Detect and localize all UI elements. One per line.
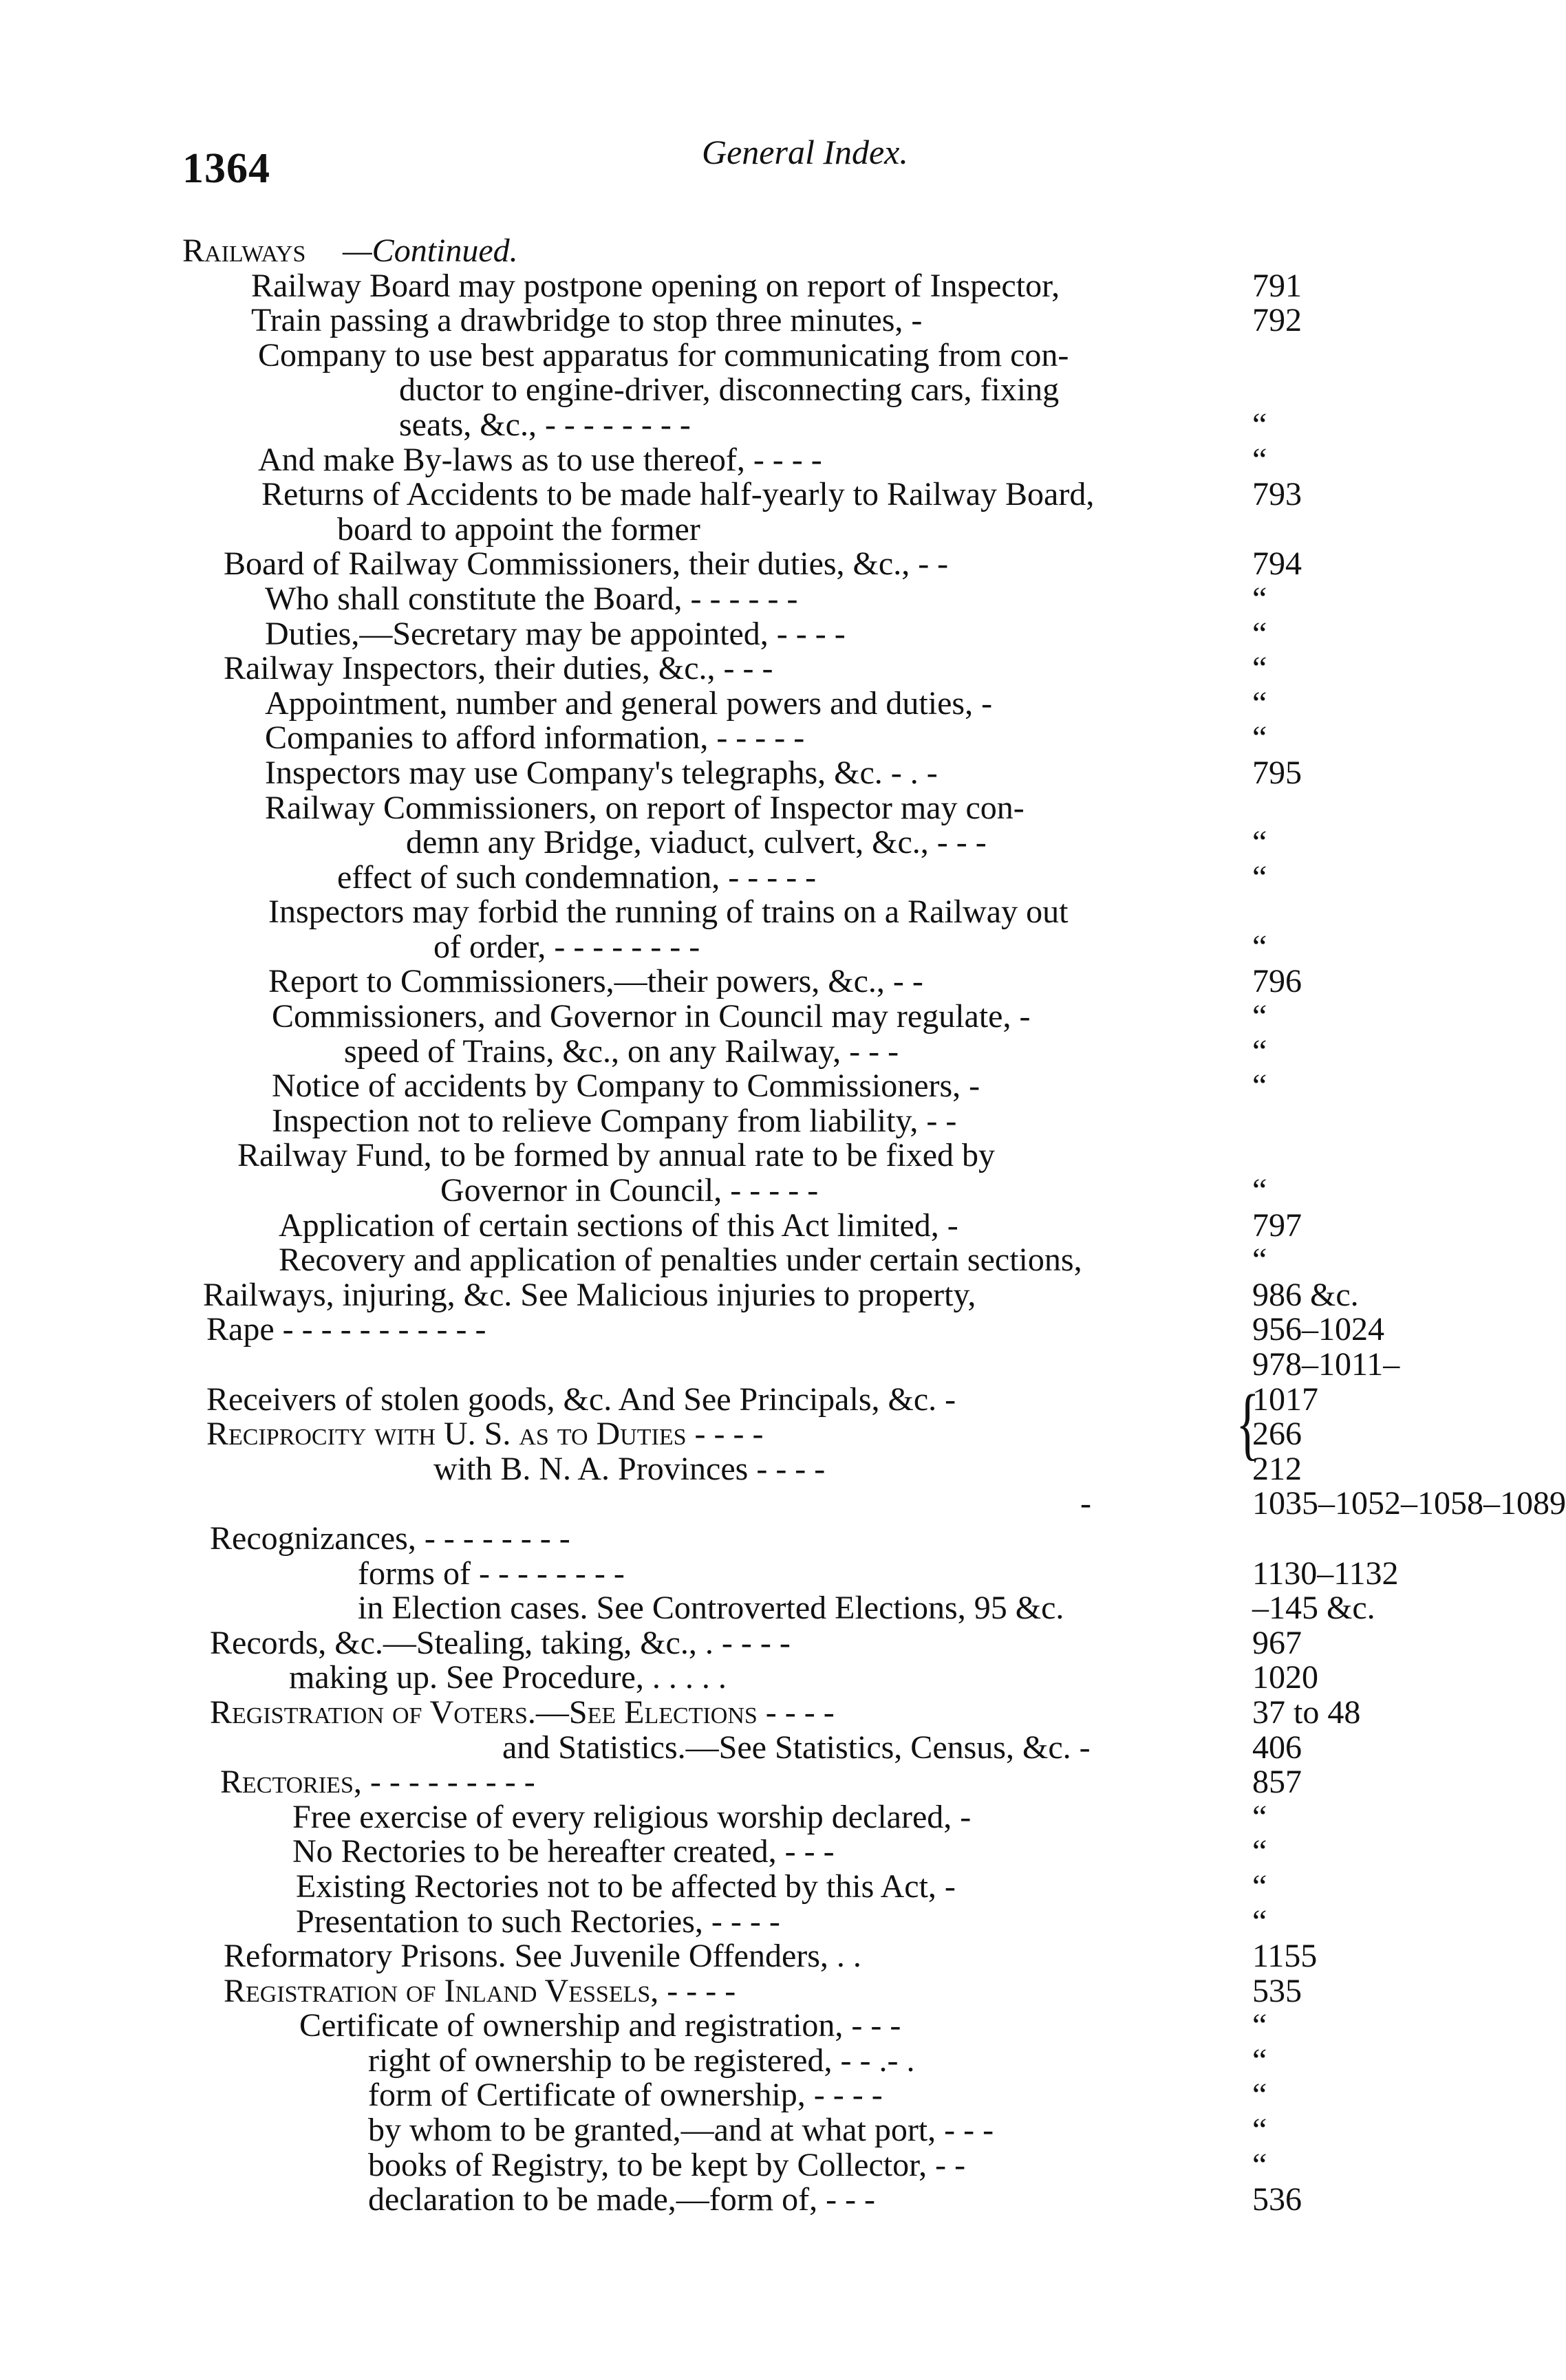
index-line — [0, 651, 1484, 686]
section-heading — [0, 234, 1484, 269]
index-line-text: by whom to be granted,—and at what port, - - - — [368, 2112, 994, 2149]
index-line-page-ref: “ — [1252, 858, 1267, 896]
index-line — [0, 547, 1484, 582]
index-line-page-ref: “ — [1252, 1798, 1267, 1835]
index-line-page-ref: 986 &c. — [1252, 1276, 1359, 1313]
index-line-page-ref: 978–1011– — [1252, 1346, 1400, 1383]
index-line-page-ref: 535 — [1252, 1972, 1302, 2009]
index-line-text: Registration of Voters.—See Elections - - - - — [210, 1694, 835, 1731]
index-line-text: Rectories, - - - - - - - - - — [220, 1764, 535, 1801]
index-line — [0, 303, 1484, 338]
index-line-text: Railway Fund, to be formed by annual rate to be fixed by — [237, 1137, 996, 1174]
index-line — [0, 1104, 1484, 1139]
index-line-text: form of Certificate of ownership, - - - - — [368, 2077, 883, 2114]
index-line-text: Recovery and application of penalties under certain sections, — [279, 1242, 1082, 1279]
index-line — [0, 686, 1484, 722]
index-line-page-ref: 797 — [1252, 1207, 1302, 1244]
index-line-text: and Statistics.—See Statistics, Census, &c. - — [502, 1729, 1091, 1766]
index-line — [0, 582, 1484, 617]
index-line-text: books of Registry, to be kept by Collector, - - — [368, 2146, 966, 2183]
index-line — [0, 1974, 1484, 2009]
index-line — [0, 2078, 1484, 2113]
index-line-text: And make By-laws as to use thereof, - - - - — [258, 441, 822, 478]
index-line-page-ref: “ — [1252, 720, 1267, 757]
grouping-brace: { — [1236, 1378, 1260, 1468]
index-line-page-ref: 1035–1052–1058–1089 — [1252, 1485, 1566, 1522]
index-line — [0, 1939, 1484, 1974]
index-line-page-ref: 1130–1132 — [1252, 1555, 1399, 1592]
index-line-text: Records, &c.—Stealing, taking, &c., . - - - - — [210, 1624, 791, 1661]
index-line — [0, 964, 1484, 999]
index-line-page-ref: “ — [1252, 650, 1267, 687]
index-line-text: Recognizances, - - - - - - - - — [210, 1519, 570, 1557]
index-line-page-ref: 796 — [1252, 963, 1302, 1000]
index-line — [0, 858, 1484, 896]
index-line-text: making up. See Procedure, . . . . . — [289, 1659, 727, 1696]
index-line — [0, 1870, 1484, 1905]
index-line-page-ref: “ — [1252, 1032, 1267, 1070]
index-entries — [0, 232, 1566, 2218]
index-line — [0, 1383, 1484, 1418]
index-line — [0, 1278, 1484, 1313]
index-line-page-ref: “ — [1252, 2042, 1267, 2079]
index-line-text: - — [1080, 1485, 1091, 1522]
index-line-text: Returns of Accidents to be made half-yearly to Railway Board, — [261, 476, 1095, 513]
index-line — [0, 1626, 1484, 1661]
index-line-page-ref: “ — [1252, 928, 1267, 965]
index-line — [0, 373, 1484, 408]
index-line-text: Certificate of ownership and registration, - - - — [299, 2007, 901, 2044]
index-line-page-ref: “ — [1252, 441, 1267, 478]
index-line — [0, 1312, 1484, 1348]
index-line-text: Existing Rectories not to be affected by this Act, - — [296, 1868, 956, 1905]
index-line-page-ref: 967 — [1252, 1624, 1302, 1661]
page-number: 1364 — [182, 145, 270, 192]
index-line-page-ref: “ — [1252, 1172, 1267, 1209]
index-line-text: Duties,—Secretary may be appointed, - - - - — [265, 615, 846, 652]
index-line — [0, 1591, 1484, 1626]
index-line-page-ref: 795 — [1252, 754, 1302, 791]
index-line-page-ref: “ — [1252, 1833, 1267, 1870]
index-line-text: Reciprocity with U. S. as to Duties - - - - — [206, 1416, 764, 1453]
index-line-text: Appointment, number and general powers and duties, - — [265, 684, 993, 722]
index-line-page-ref: “ — [1252, 406, 1267, 443]
index-line — [0, 1417, 1484, 1452]
index-line-text: Rape - - - - - - - - - - - — [206, 1311, 486, 1348]
index-line — [0, 1032, 1484, 1070]
section-heading-continued: —Continued. — [343, 232, 518, 269]
index-line-page-ref: “ — [1252, 998, 1267, 1035]
index-line-page-ref: “ — [1252, 580, 1267, 617]
index-line-text: Application of certain sections of this Act limited, - — [279, 1207, 958, 1244]
index-line-page-ref: “ — [1252, 615, 1267, 652]
index-line-page-ref: –145 &c. — [1252, 1590, 1375, 1627]
index-line-text: Registration of Inland Vessels, - - - - — [224, 1972, 736, 2009]
index-line-text: Who shall constitute the Board, - - - - - - — [265, 580, 798, 617]
index-line — [0, 443, 1484, 478]
index-line — [0, 1905, 1484, 1940]
index-line — [0, 2009, 1484, 2044]
index-line-text: board to appoint the former — [337, 510, 700, 548]
index-line — [0, 1243, 1484, 1278]
index-line-page-ref: “ — [1252, 2007, 1267, 2044]
index-line-text: Notice of accidents by Company to Commissioners, - — [272, 1068, 980, 1105]
index-line-text: Receivers of stolen goods, &c. And See Principals, &c. - — [206, 1381, 956, 1418]
index-line-page-ref: “ — [1252, 2112, 1267, 2149]
index-line-text: Inspectors may forbid the running of trains on a Railway out — [268, 894, 1069, 931]
index-line-page-ref: 857 — [1252, 1764, 1302, 1801]
index-line — [0, 1835, 1484, 1870]
index-line-text: of order, - - - - - - - - — [433, 928, 700, 965]
index-line-text: with B. N. A. Provinces - - - - — [433, 1450, 826, 1487]
index-line — [0, 2044, 1484, 2079]
index-line — [0, 1138, 1484, 1173]
index-line-page-ref: 266 — [1252, 1416, 1302, 1453]
index-line — [0, 721, 1484, 756]
index-line-text: Railways, injuring, &c. See Malicious injuries to property, — [203, 1276, 976, 1313]
index-line — [0, 269, 1484, 304]
index-line-text: Companies to afford information, - - - - - — [265, 720, 805, 757]
index-line — [0, 2183, 1484, 2218]
index-line-text: declaration to be made,—form of, - - - — [368, 2181, 876, 2218]
index-line-page-ref: 792 — [1252, 302, 1302, 339]
index-line-text: Train passing a drawbridge to stop three minutes, - — [251, 302, 923, 339]
index-line-text: Report to Commissioners,—their powers, &c., - - — [268, 963, 923, 1000]
running-head: General Index. — [702, 133, 908, 171]
index-line-page-ref: 1017 — [1252, 1381, 1318, 1418]
index-line-text: Railway Inspectors, their duties, &c., - - - — [224, 650, 773, 687]
index-line — [0, 930, 1484, 965]
index-line — [0, 512, 1484, 548]
index-line-text: Presentation to such Rectories, - - - - — [296, 1903, 780, 1940]
index-line-page-ref: “ — [1252, 1068, 1267, 1105]
index-line — [0, 2148, 1484, 2183]
index-line-page-ref: “ — [1252, 684, 1267, 722]
index-line — [0, 1519, 1484, 1557]
index-line-text: Board of Railway Commissioners, their duties, &c., - - — [224, 545, 949, 583]
index-line-page-ref: “ — [1252, 2077, 1267, 2114]
index-lines — [0, 267, 1566, 2218]
index-line — [0, 1696, 1484, 1731]
index-line-text: ductor to engine-driver, disconnecting cars, fixing — [399, 371, 1060, 409]
index-line — [0, 338, 1484, 374]
index-line — [0, 1485, 1566, 1522]
index-line-page-ref: “ — [1252, 824, 1267, 861]
index-line-text: Reformatory Prisons. See Juvenile Offenders, . . — [224, 1938, 861, 1975]
index-line — [0, 1173, 1484, 1209]
index-line — [0, 756, 1484, 791]
index-line-text: in Election cases. See Controverted Elections, 95 &c. — [358, 1590, 1064, 1627]
index-line — [0, 1452, 1484, 1487]
index-line-page-ref: 1155 — [1252, 1938, 1318, 1975]
index-line — [0, 999, 1484, 1035]
index-line-page-ref: “ — [1252, 2146, 1267, 2183]
index-line-text: effect of such condemnation, - - - - - — [337, 858, 817, 896]
index-line — [0, 1209, 1484, 1244]
index-line-text: speed of Trains, &c., on any Railway, - - - — [344, 1032, 899, 1070]
index-line — [0, 2113, 1484, 2148]
index-line — [0, 1800, 1484, 1835]
index-line — [0, 1348, 1484, 1383]
index-line-page-ref: 794 — [1252, 545, 1302, 583]
index-line-page-ref: 791 — [1252, 267, 1302, 304]
index-line-text: Company to use best apparatus for communicating from con- — [258, 336, 1069, 374]
index-line-page-ref: 956–1024 — [1252, 1311, 1384, 1348]
index-line — [0, 825, 1484, 861]
index-line-text: seats, &c., - - - - - - - - — [399, 406, 691, 443]
index-line-page-ref: 793 — [1252, 476, 1302, 513]
index-line-text: Free exercise of every religious worship declared, - — [292, 1798, 972, 1835]
index-line-text: Railway Commissioners, on report of Inspector may con- — [265, 789, 1025, 826]
index-line — [0, 1731, 1484, 1766]
index-line-text: forms of - - - - - - - - — [358, 1555, 625, 1592]
index-line-page-ref: 536 — [1252, 2181, 1302, 2218]
index-line-text: Governor in Council, - - - - - — [440, 1172, 819, 1209]
index-line-page-ref: 212 — [1252, 1450, 1302, 1487]
section-heading-main: Railways — [182, 232, 306, 269]
index-line-page-ref: “ — [1252, 1242, 1267, 1279]
index-line-page-ref: “ — [1252, 1868, 1267, 1905]
index-line-text: Railway Board may postpone opening on report of Inspector, — [251, 267, 1060, 304]
index-line-text: demn any Bridge, viaduct, culvert, &c., - - - — [406, 824, 987, 861]
index-line — [0, 477, 1484, 512]
index-line — [0, 1765, 1484, 1800]
index-line — [0, 791, 1484, 826]
index-line-page-ref: 1020 — [1252, 1659, 1318, 1696]
index-line — [0, 1069, 1484, 1104]
index-line — [0, 617, 1484, 652]
index-line-text: Commissioners, and Governor in Council may regulate, - — [272, 998, 1031, 1035]
index-line-text: right of ownership to be registered, - - .- . — [368, 2042, 915, 2079]
index-line — [0, 408, 1484, 443]
index-line — [0, 1557, 1484, 1592]
index-line-page-ref: 37 to 48 — [1252, 1694, 1361, 1731]
index-line — [0, 895, 1484, 930]
index-line-text: Inspectors may use Company's telegraphs, &c. - . - — [265, 754, 938, 791]
index-line-text: No Rectories to be hereafter created, - - - — [292, 1833, 835, 1870]
index-line-text: Inspection not to relieve Company from liability, - - — [272, 1102, 957, 1139]
index-line-page-ref: 406 — [1252, 1729, 1302, 1766]
index-line-page-ref: “ — [1252, 1903, 1267, 1940]
index-line — [0, 1660, 1484, 1696]
